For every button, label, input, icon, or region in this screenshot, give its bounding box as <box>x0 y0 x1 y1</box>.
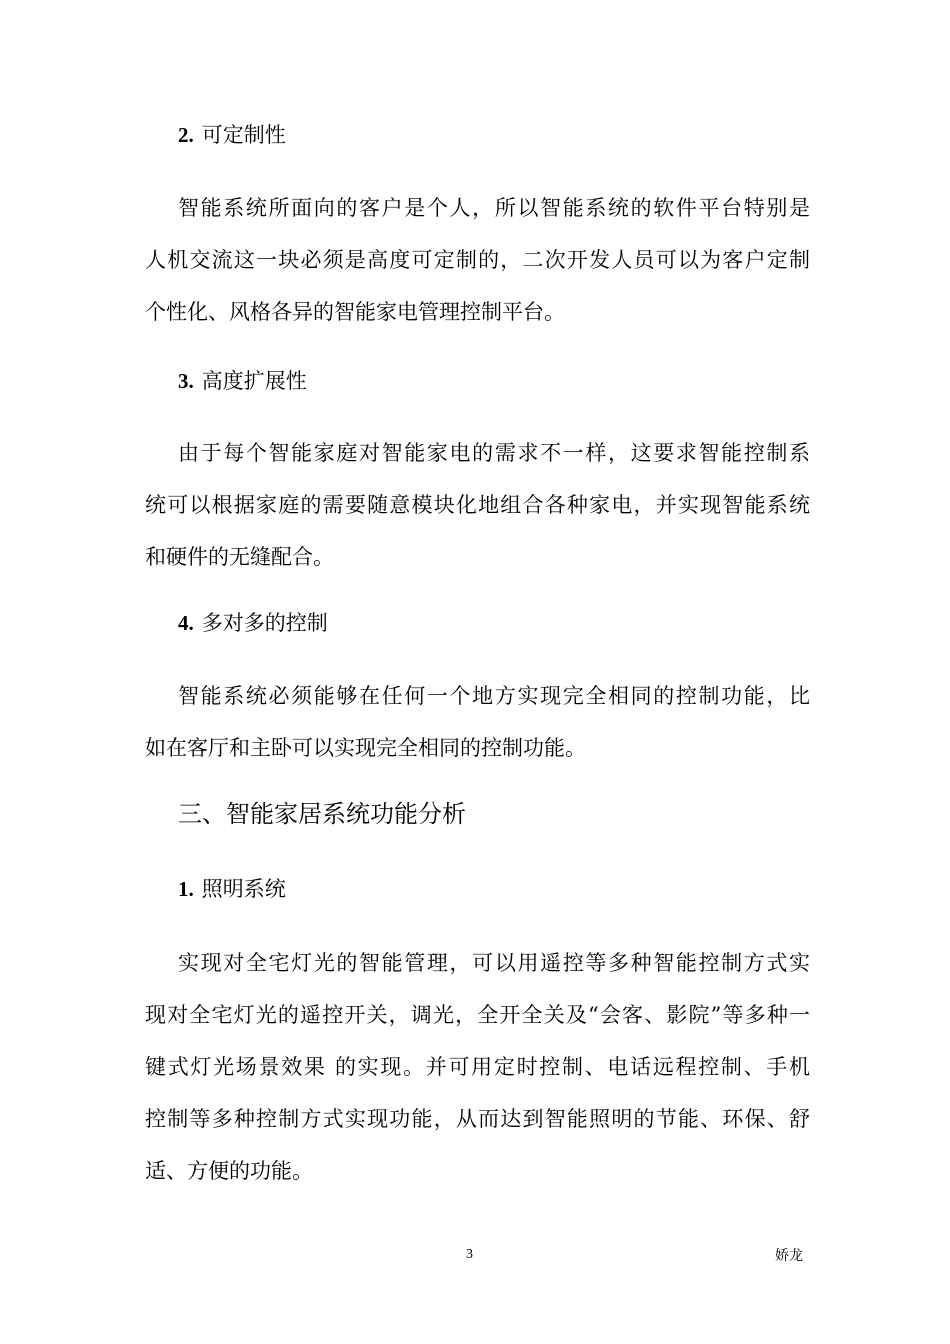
heading-extensibility <box>178 366 307 396</box>
paragraph-customizability <box>145 182 810 338</box>
paragraph-line: 适、方便的功能。 <box>145 1159 313 1183</box>
paragraph-line: 如在客厅和主卧可以实现完全相同的控制功能。 <box>145 736 586 760</box>
heading-customizability <box>178 120 286 150</box>
paragraph-extensibility <box>145 427 810 583</box>
heading-text: 可定制性 <box>201 123 286 147</box>
page-number: 3 <box>466 1247 473 1262</box>
paragraph-line: 智能系统所面向的客户是个人，所以智能系统的软件平台特别是 <box>178 196 810 220</box>
paragraph-line: 人机交流这一块必须是高度可定制的，二次开发人员可以为客户定制 <box>145 248 810 272</box>
section-title: 三、智能家居系统功能分析 <box>178 800 466 828</box>
footer-author: 娇龙 <box>775 1248 803 1264</box>
paragraph-line: 智能系统必须能够在任何一个地方实现完全相同的控制功能，比 <box>178 684 810 708</box>
heading-many-to-many <box>178 608 328 638</box>
paragraph-line: 控制等多种控制方式实现功能，从而达到智能照明的节能、环保、舒 <box>145 1107 810 1131</box>
heading-number: 4. <box>178 611 194 635</box>
paragraph-line: 统可以根据家庭的需要随意模块化地组合各种家电，并实现智能系统 <box>145 493 810 517</box>
heading-number: 1. <box>178 877 194 901</box>
heading-number: 3. <box>178 369 194 393</box>
paragraph-line: 现对全宅灯光的遥控开关，调光，全开全关及“会客、影院”等多种一 <box>145 1003 810 1027</box>
paragraph-lighting <box>145 937 810 1197</box>
paragraph-line: 键式灯光场景效果 的实现。并可用定时控制、电话远程控制、手机 <box>145 1055 810 1079</box>
heading-text: 高度扩展性 <box>201 369 307 393</box>
paragraph-line: 由于每个智能家庭对智能家电的需求不一样，这要求智能控制系 <box>178 441 810 465</box>
heading-number: 2. <box>178 123 194 147</box>
heading-text: 照明系统 <box>201 877 286 901</box>
paragraph-line: 实现对全宅灯光的智能管理，可以用遥控等多种智能控制方式实 <box>178 951 810 975</box>
heading-text: 多对多的控制 <box>201 611 328 635</box>
paragraph-many-to-many <box>145 670 810 774</box>
paragraph-line: 和硬件的无缝配合。 <box>145 545 334 569</box>
paragraph-line: 个性化、风格各异的智能家电管理控制平台。 <box>145 300 565 324</box>
heading-lighting <box>178 874 286 904</box>
